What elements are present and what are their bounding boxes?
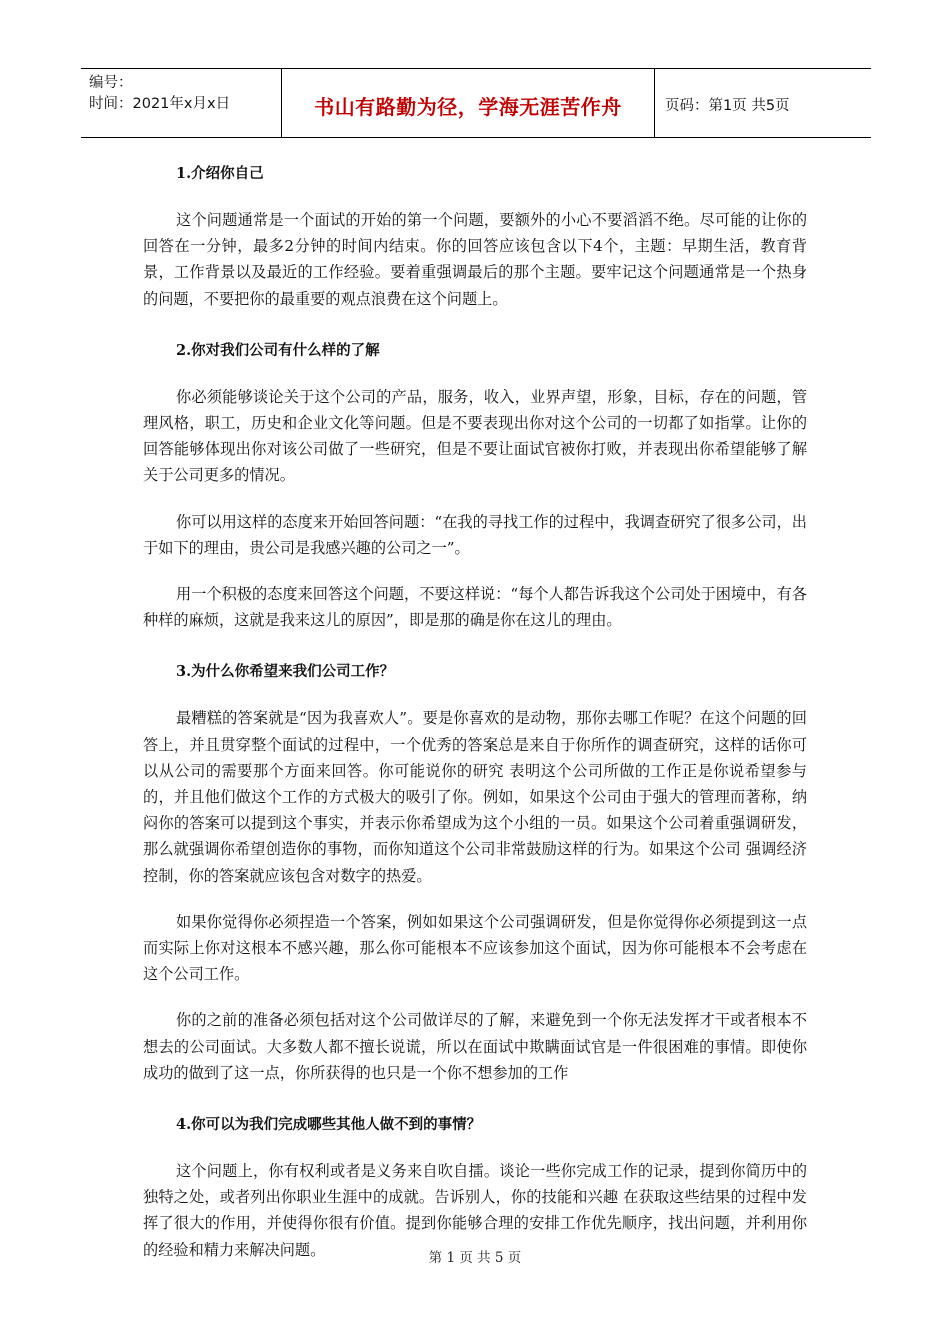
time-label: 时间：2021年x月x日: [89, 96, 231, 112]
page-info-text: 页码：第1页 共5页: [665, 97, 790, 114]
paragraph: 最糟糕的答案就是“因为我喜欢人”。要是你喜欢的是动物，那你去哪工作呢？在这个问题的回答上，并且贯穿整个面试的过程中，一个优秀的答案总是来自于你所作的调查研究，这样的话你可以从公司的需要那个方面来回答。你可能说你的研究 表明这个公司所做的工作正是你说希望参与的，并且他们做这个工作的方式极大的吸引了你。例如，如果这个公司由于强大的管理而著称，纳闷你的答案可以提到这个事实，并表示你希望成为这个小组的一员。如果这个公司着重强调研发，那么就强调你希望创造你的事物，而你知道这个公司非常鼓励这样的行为。如果这个公司 强调经济控制，你的答案就应该包含对数字的热爱。: [143, 709, 807, 885]
paragraph: 这个问题上，你有权利或者是义务来自吹自擂。谈论一些你完成工作的记录，提到你简历中的独特之处，或者列出你职业生涯中的成就。告诉别人，你的技能和兴趣 在获取这些结果的过程中发挥了很大的作用，并使得你很有价值。提到你能够合理的安排工作优先顺序，找出问题，并利用你的经验和精力来解决问题。: [143, 1162, 807, 1259]
header-motto-cell: [282, 69, 655, 137]
document-body: [143, 155, 807, 1263]
section-heading: 2.你对我们公司有什么样的了解: [176, 341, 380, 359]
paragraph: 这个问题通常是一个面试的开始的第一个问题，要额外的小心不要滔滔不绝。尽可能的让你的回答在一分钟，最多2分钟的时间内结束。你的回答应该包含以下4个，主题：早期生活，教育背景，工作背景以及最近的工作经验。要着重强调最后的那个主题。要牢记这个问题通常是一个热身的问题，不要把你的最重要的观点浪费在这个问题上。: [143, 211, 807, 308]
footer-page-number: 第 1 页 共 5 页: [428, 1250, 522, 1266]
section-heading: 4.你可以为我们完成哪些其他人做不到的事情？: [176, 1116, 482, 1134]
paragraph: 你必须能够谈论关于这个公司的产品，服务，收入，业界声望，形象，目标，存在的问题，管理风格，职工，历史和企业文化等问题。但是不要表现出你对这个公司的一切都了如指掌。让你的回答能够体现出你对该公司做了一些研究，但是不要让面试官被你打败，并表现出你希望能够了解关于公司更多的情况。: [143, 387, 807, 485]
motto-text: 书山有路勤为径，学海无涯苦作舟: [314, 94, 622, 119]
paragraph: 用一个积极的态度来回答这个问题，不要这样说：“每个人都告诉我这个公司处于困境中，有各种样的麻烦，这就是我来这儿的原因”，即是那的确是你在这儿的理由。: [143, 585, 807, 630]
header-page-info: [655, 69, 871, 137]
paragraph: 如果你觉得你必须捏造一个答案，例如如果这个公司强调研发，但是你觉得你必须提到这一点而实际上你对这根本不感兴趣，那么你可能根本不应该参加这个面试，因为你可能根本不会考虑在这个公司工作。: [143, 912, 807, 984]
section-heading: 1.介绍你自己: [176, 165, 264, 182]
paragraph: 你可以用这样的态度来开始回答问题：“在我的寻找工作的过程中，我调查研究了很多公司，出于如下的理由，贵公司是我感兴趣的公司之一”。: [143, 512, 807, 557]
number-label: 编号：: [89, 75, 133, 91]
page-footer: [0, 1246, 950, 1266]
page-header: [81, 68, 871, 138]
section-heading: 3.为什么你希望来我们公司工作？: [176, 663, 395, 681]
paragraph: 你的之前的准备必须包括对这个公司做详尽的了解，来避免到一个你无法发挥才干或者根本不想去的公司面试。大多数人都不擅长说谎，所以在面试中欺瞒面试官是一件很困难的事情。即使你成功的做到了这一点，你所获得的也只是一个你不想参加的工作: [143, 1011, 807, 1082]
header-meta: [81, 69, 282, 137]
